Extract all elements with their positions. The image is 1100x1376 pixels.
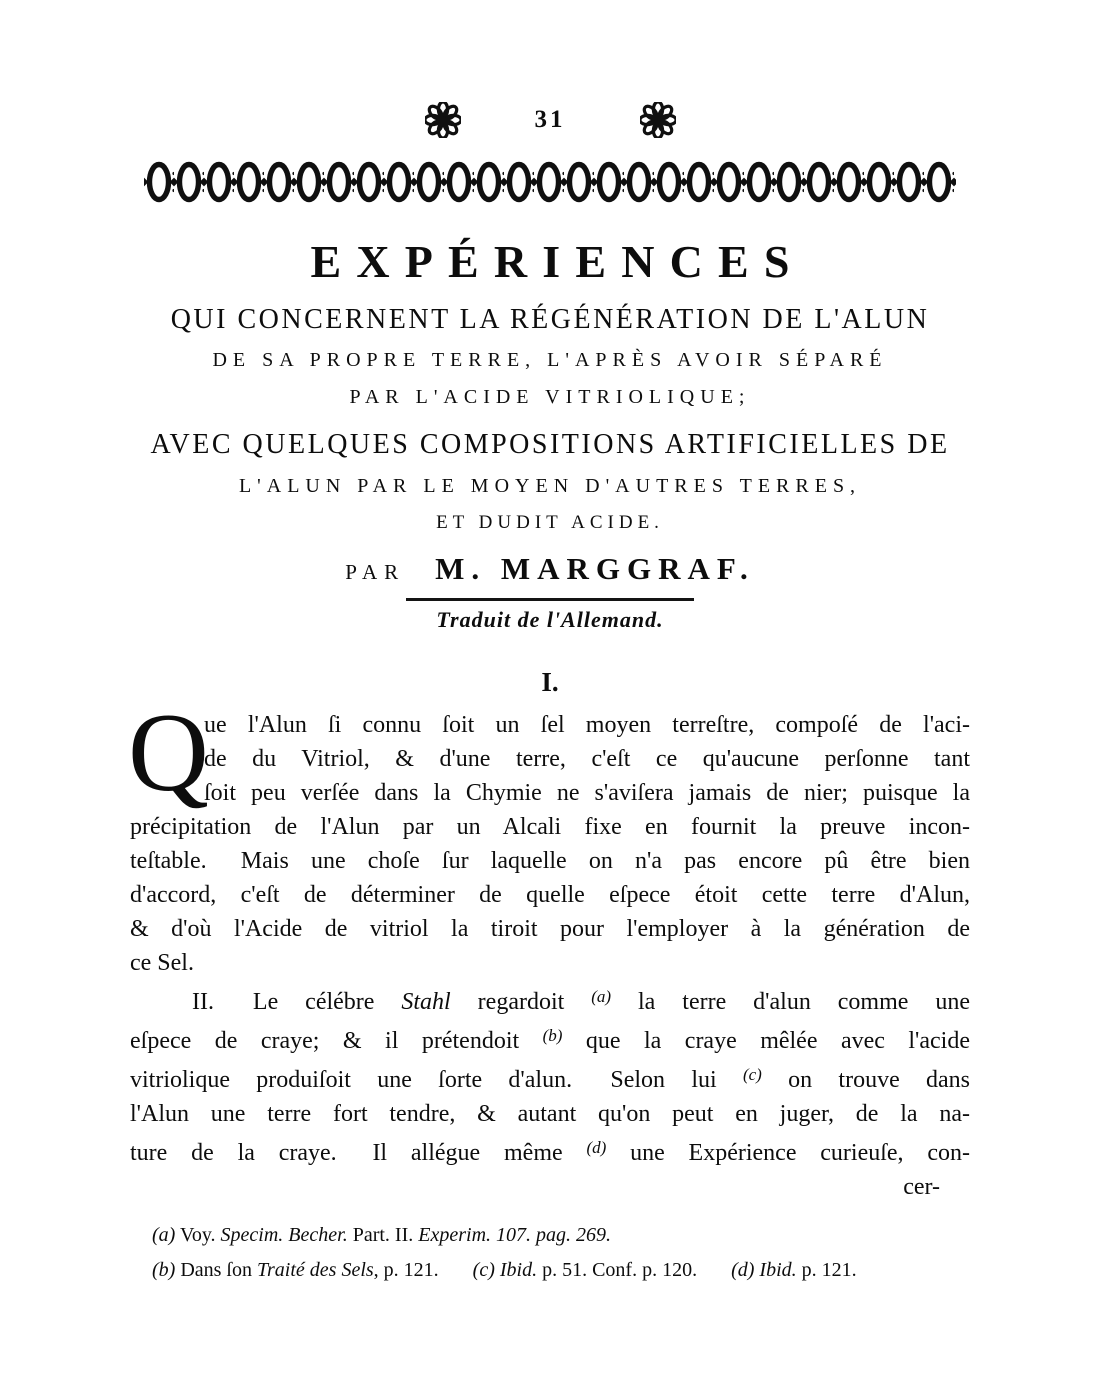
text-line — [130, 1131, 970, 1170]
article-subtitle-line: QUI CONCERNENT LA RÉGÉNÉRATION DE L'ALUN — [170, 303, 930, 335]
text-run: que la craye mêlée avec l'acide — [562, 1027, 970, 1054]
text-line — [130, 980, 970, 1019]
text-run-italic: Ibid. — [494, 1258, 538, 1281]
text-line: de du Vitriol, & d'une terre, c'eſt ce qu'aucune perſonne tant — [204, 745, 970, 772]
text-line: & d'où l'Acide de vitriol la tiroit pour l'employer à la génération de — [130, 915, 970, 942]
text-run: vitriolique produiſoit une ſorte d'alun. Selon lui — [130, 1066, 743, 1093]
rosette-icon — [640, 102, 676, 138]
text-run: Voy. — [175, 1223, 221, 1246]
text-run: on trouve dans — [761, 1066, 970, 1093]
text-run-italic: Specim. Becher. — [220, 1223, 348, 1246]
text-run: la terre d'alun comme une — [611, 988, 970, 1015]
footnotes — [130, 1218, 970, 1288]
text-line: d'accord, c'eſt de déterminer de quelle eſpece étoit cette terre d'Alun, — [130, 881, 970, 908]
text-run: Part. II. — [347, 1223, 419, 1246]
text-run: p. 121. — [796, 1258, 857, 1281]
text-run: ture de la craye. Il allégue même — [130, 1139, 587, 1166]
paragraph-2 — [130, 980, 970, 1204]
horizontal-rule — [406, 598, 694, 601]
footnote-marker: (d) — [731, 1258, 755, 1281]
text-run: regardoit — [450, 988, 592, 1015]
ornament-chain-border — [144, 160, 956, 204]
author-name: M. MARGGRAF. — [435, 550, 755, 586]
footnote-reference: (d) — [586, 1137, 607, 1157]
text-run: p. 51. Conf. p. 120. — [537, 1258, 698, 1281]
article-subtitle-line: DE SA PROPRE TERRE, L'APRÈS AVOIR SÉPARÉ — [212, 349, 888, 372]
footnote-reference: (a) — [591, 986, 612, 1006]
text-line: l'Alun une terre fort tendre, & autant qu'on peut en juger, de la na- — [130, 1100, 970, 1127]
byline — [0, 551, 1100, 587]
article-subtitle-line: L'ALUN PAR LE MOYEN D'AUTRES TERRES, — [238, 475, 862, 498]
footnote-reference: (b) — [542, 1025, 563, 1045]
article-title: EXPÉRIENCES — [310, 236, 805, 287]
article-subtitle-line: PAR L'ACIDE VITRIOLIQUE; — [349, 386, 751, 409]
footnote-marker: (b) — [152, 1258, 176, 1281]
text-run: II. Le célébre — [192, 988, 402, 1015]
text-run-italic: Ibid. — [754, 1258, 797, 1281]
page-header — [0, 0, 1100, 138]
text-line: ce Sel. — [130, 949, 194, 976]
article-subtitle-line: AVEC QUELQUES COMPOSITIONS ARTIFICIELLES DE — [150, 429, 950, 461]
text-run: Dans ſon — [175, 1258, 257, 1281]
text-line: ſoit peu verſée dans la Chymie ne s'aviſera jamais de nier; puisque la — [204, 779, 970, 806]
text-line — [130, 1058, 970, 1097]
text-line: teſtable. Mais une choſe ſur laquelle on n'a pas encore pû être bien — [130, 847, 970, 874]
text-line: précipitation de l'Alun par un Alcali fixe en fournit la preuve incon- — [130, 813, 970, 840]
catchword: cer- — [903, 1173, 940, 1200]
text-line: ue l'Alun ſi connu ſoit un ſel moyen terreſtre, compoſé de l'aci- — [204, 711, 970, 738]
page-number: 31 — [534, 106, 566, 133]
text-run-italic: Traité des Sels — [257, 1258, 374, 1281]
text-run-italic: Experim. 107. pag. 269. — [418, 1223, 612, 1246]
text-line — [130, 1019, 970, 1058]
drop-cap: Q — [128, 690, 209, 815]
text-run-italic: Stahl — [401, 988, 451, 1015]
text-run: , p. 121. — [373, 1258, 439, 1281]
translation-note: Traduit de l'Allemand. — [436, 606, 664, 632]
section-heading: I. — [541, 666, 559, 697]
byline-prefix: PAR — [345, 559, 406, 584]
article-subtitle-line: ET DUDIT ACIDE. — [436, 512, 664, 534]
text-run: eſpece de craye; & il prétendoit — [130, 1027, 543, 1054]
footnote-reference: (c) — [742, 1064, 762, 1084]
rosette-icon — [425, 102, 461, 138]
footnote-bcd — [152, 1253, 970, 1288]
paragraph-1 — [128, 690, 970, 980]
text-run: une Expérience curieuſe, con- — [606, 1139, 971, 1166]
footnote-a — [152, 1218, 970, 1253]
footnote-marker: (a) — [152, 1223, 176, 1246]
footnote-marker: (c) — [472, 1258, 495, 1281]
